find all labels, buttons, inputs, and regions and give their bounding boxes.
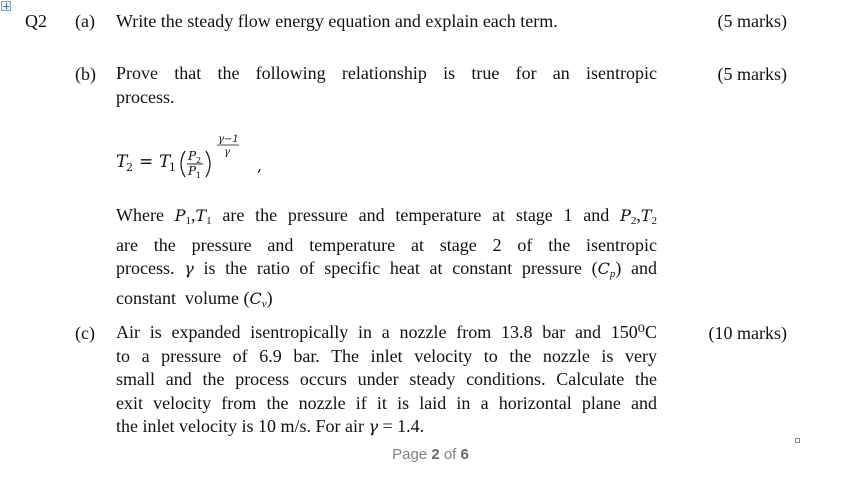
where-line-4: constant volume $(C_v)$: [116, 287, 273, 310]
small-square-marker-icon: [795, 438, 800, 443]
part-b-marks: (5 marks): [717, 64, 787, 84]
formula-t1: T: [159, 152, 171, 172]
formula-lhs-sub: 2: [126, 161, 133, 174]
part-c-marks: (10 marks): [708, 323, 787, 343]
formula-lhs: T: [116, 152, 128, 172]
part-c-line-3: small and the process occurs under steady conditions. Calculate the: [116, 369, 657, 389]
where-line-2: are the pressure and temperature at stage 2 of the isentropic: [116, 234, 657, 255]
part-c-line-5: the inlet velocity is 10 m/s. For air γ = 1.4.: [116, 416, 425, 436]
table-move-handle-icon[interactable]: [1, 1, 11, 11]
part-c-line-1: Air is expanded isentropically in a nozzle from 13.8 bar and 150⁰C: [116, 322, 657, 342]
part-a-label: (a): [75, 11, 95, 31]
formula-exp-den: γ: [224, 147, 230, 158]
formula-left-paren: [181, 151, 185, 177]
part-c-paragraph: [116, 321, 657, 439]
part-c-line-4: exit velocity from the nozzle if it is laid in a horizontal plane and: [116, 392, 657, 413]
part-a-marks: (5 marks): [717, 11, 787, 31]
question-number: Q2: [25, 11, 47, 31]
part-b-label: (b): [75, 64, 96, 84]
part-c-line-2: to a pressure of 6.9 bar. The inlet velocity to the nozzle is very: [116, 345, 657, 366]
footer-page-word: Page: [392, 446, 428, 463]
formula-num-sub: 2: [196, 156, 202, 165]
footer-of-word: of: [443, 446, 457, 463]
formula-den: P: [188, 164, 197, 178]
formula-right-paren: [206, 151, 210, 177]
formula-trailing-comma: ,: [257, 156, 263, 175]
footer-total-pages: 6: [460, 446, 469, 463]
formula-den-sub: 1: [196, 171, 202, 180]
part-b-statement: [116, 62, 657, 109]
where-line-3: process. γ is the ratio of specific heat at constant pressure $(C_p)$ and: [116, 258, 658, 280]
part-b-line-1: Prove that the following relationship is true for an isentropic: [116, 63, 657, 83]
footer-current-page: 2: [431, 446, 440, 463]
formula-t1-sub: 1: [169, 161, 176, 174]
formula-equals: =: [139, 152, 154, 172]
formula-num: P: [188, 149, 197, 163]
formula-exp-num: γ−1: [218, 134, 239, 145]
isentropic-formula: [116, 131, 276, 181]
part-c-label: (c): [75, 323, 95, 343]
part-b-line-2: process.: [116, 86, 175, 107]
part-a-text: Write the steady flow energy equation and explain each term.: [116, 11, 558, 31]
part-b-where-paragraph: [116, 204, 657, 316]
where-line-1: Where $P_1,T_1$ are the pressure and temperature at stage 1 and $P_2,T_2$: [116, 205, 657, 227]
page-footer: [0, 446, 861, 463]
